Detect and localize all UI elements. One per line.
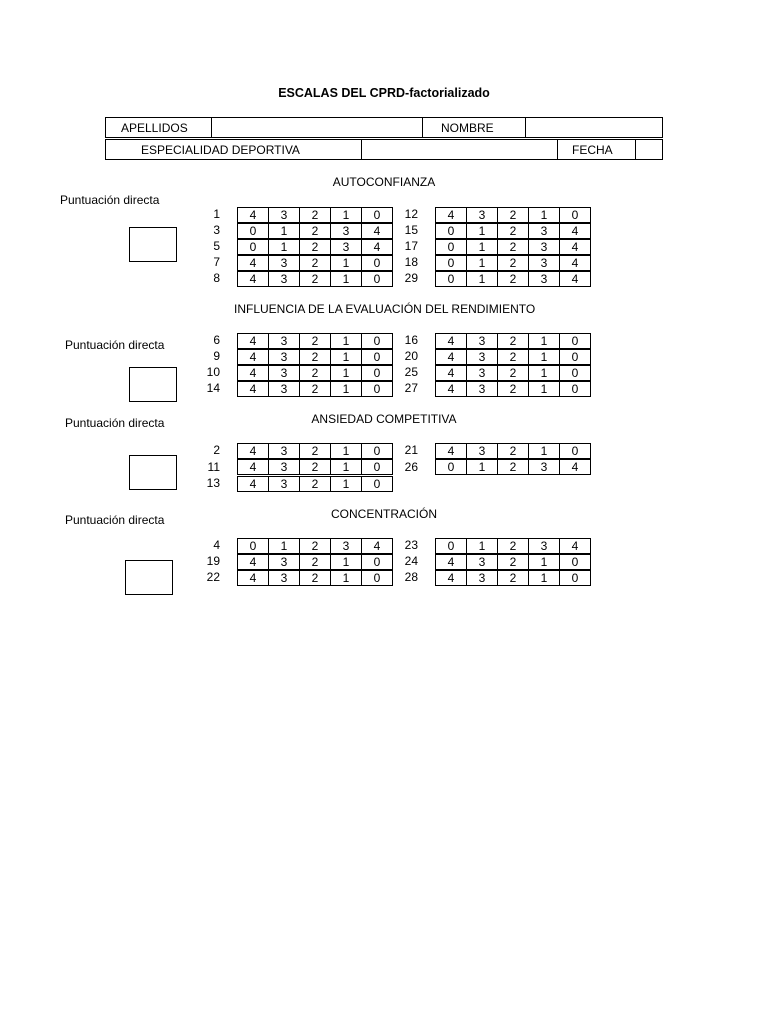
score-option[interactable]: 3 [467, 554, 498, 569]
especialidad-field[interactable] [362, 140, 558, 160]
score-option[interactable]: 2 [498, 365, 529, 380]
score-option[interactable]: 4 [238, 476, 269, 491]
score-option[interactable]: 2 [498, 223, 529, 238]
item-number: 22 [206, 570, 220, 584]
score-option[interactable]: 3 [269, 554, 300, 569]
score-option[interactable]: 2 [498, 443, 529, 458]
score-option[interactable]: 2 [498, 381, 529, 396]
score-option[interactable]: 4 [560, 538, 591, 553]
score-option[interactable]: 1 [529, 381, 560, 396]
score-option[interactable]: 1 [467, 239, 498, 254]
score-option[interactable]: 1 [529, 365, 560, 380]
score-row [435, 365, 591, 381]
score-option[interactable]: 0 [560, 333, 591, 348]
score-row [237, 365, 393, 381]
score-row [435, 207, 591, 223]
score-option[interactable]: 3 [529, 460, 560, 475]
score-option[interactable]: 4 [238, 381, 269, 396]
score-option[interactable]: 3 [529, 239, 560, 254]
score-option[interactable]: 1 [529, 554, 560, 569]
score-option[interactable]: 4 [238, 255, 269, 270]
score-row [435, 255, 591, 271]
score-option[interactable]: 3 [529, 271, 560, 286]
score-option[interactable]: 0 [238, 239, 269, 254]
header-row-2 [105, 139, 663, 160]
score-option[interactable]: 0 [362, 333, 393, 348]
score-option[interactable]: 1 [467, 255, 498, 270]
section-title-autoconfianza: AUTOCONFIANZA [332, 175, 436, 189]
fecha-field[interactable] [636, 140, 663, 160]
nombre-field[interactable] [526, 118, 663, 138]
header-row-1 [105, 117, 663, 138]
score-option[interactable]: 1 [467, 460, 498, 475]
score-option[interactable]: 2 [300, 381, 331, 396]
score-option[interactable]: 0 [362, 443, 393, 458]
score-option[interactable]: 0 [436, 271, 467, 286]
item-number: 9 [213, 349, 220, 363]
score-row [435, 349, 591, 365]
section-title-concentracion: CONCENTRACIÓN [330, 507, 437, 521]
score-option[interactable]: 1 [467, 271, 498, 286]
score-option[interactable]: 3 [269, 570, 300, 585]
score-row [237, 333, 393, 349]
pd-box-concentracion[interactable] [125, 560, 173, 595]
score-option[interactable]: 2 [498, 239, 529, 254]
score-row [237, 349, 393, 365]
nombre-label: NOMBRE [423, 118, 526, 138]
score-option[interactable]: 0 [436, 239, 467, 254]
item-number: 28 [404, 570, 418, 584]
score-option[interactable]: 1 [331, 349, 362, 364]
item-number: 14 [206, 381, 220, 395]
apellidos-label: APELLIDOS [106, 118, 212, 138]
item-number: 4 [213, 538, 220, 552]
score-option[interactable]: 0 [362, 207, 393, 222]
score-option[interactable]: 0 [238, 223, 269, 238]
score-option[interactable]: 0 [362, 460, 393, 475]
score-option[interactable]: 1 [529, 333, 560, 348]
score-row [435, 554, 591, 570]
score-option[interactable]: 0 [560, 207, 591, 222]
score-option[interactable]: 1 [269, 239, 300, 254]
score-option[interactable]: 4 [436, 365, 467, 380]
score-option[interactable]: 4 [436, 443, 467, 458]
score-option[interactable]: 3 [467, 349, 498, 364]
score-option[interactable]: 2 [300, 443, 331, 458]
score-option[interactable]: 4 [238, 349, 269, 364]
score-option[interactable]: 1 [529, 570, 560, 585]
item-number: 17 [404, 239, 418, 253]
item-number: 8 [213, 271, 220, 285]
score-row [237, 570, 393, 586]
score-option[interactable]: 1 [331, 381, 362, 396]
score-option[interactable]: 1 [529, 349, 560, 364]
score-option[interactable]: 1 [331, 460, 362, 475]
score-row [237, 443, 393, 459]
score-option[interactable]: 2 [498, 554, 529, 569]
score-row [435, 459, 591, 475]
score-row [435, 570, 591, 586]
pd-box-ansiedad[interactable] [129, 455, 177, 490]
score-option[interactable]: 2 [300, 271, 331, 286]
score-option[interactable]: 3 [269, 460, 300, 475]
score-option[interactable]: 4 [436, 381, 467, 396]
score-option[interactable]: 3 [331, 538, 362, 553]
score-option[interactable]: 4 [436, 570, 467, 585]
item-number: 18 [404, 255, 418, 269]
score-option[interactable]: 3 [467, 333, 498, 348]
score-option[interactable]: 3 [269, 349, 300, 364]
item-number: 20 [404, 349, 418, 363]
score-option[interactable]: 3 [269, 381, 300, 396]
score-option[interactable]: 0 [436, 255, 467, 270]
score-option[interactable]: 0 [362, 381, 393, 396]
score-option[interactable]: 1 [269, 223, 300, 238]
item-number: 7 [213, 255, 220, 269]
score-option[interactable]: 0 [560, 570, 591, 585]
score-option[interactable]: 3 [331, 239, 362, 254]
score-row [435, 443, 591, 459]
score-option[interactable]: 4 [436, 349, 467, 364]
score-row [435, 381, 591, 397]
score-option[interactable]: 1 [331, 255, 362, 270]
score-option[interactable]: 0 [436, 223, 467, 238]
score-option[interactable]: 3 [331, 223, 362, 238]
score-option[interactable]: 4 [238, 207, 269, 222]
score-option[interactable]: 0 [436, 538, 467, 553]
score-option[interactable]: 2 [498, 333, 529, 348]
score-option[interactable]: 2 [498, 255, 529, 270]
score-option[interactable]: 3 [529, 223, 560, 238]
score-option[interactable]: 4 [238, 570, 269, 585]
score-row [435, 223, 591, 239]
score-option[interactable]: 1 [331, 207, 362, 222]
score-option[interactable]: 0 [560, 365, 591, 380]
score-option[interactable]: 2 [300, 207, 331, 222]
score-option[interactable]: 2 [300, 538, 331, 553]
score-option[interactable]: 2 [300, 460, 331, 475]
score-option[interactable]: 2 [300, 333, 331, 348]
score-option[interactable]: 4 [436, 554, 467, 569]
score-option[interactable]: 3 [529, 255, 560, 270]
pd-label-concentracion: Puntuación directa [65, 513, 165, 527]
score-option[interactable]: 1 [331, 333, 362, 348]
score-option[interactable]: 2 [300, 476, 331, 491]
item-number: 16 [404, 333, 418, 347]
score-option[interactable]: 2 [498, 207, 529, 222]
score-option[interactable]: 4 [560, 239, 591, 254]
pd-label-ansiedad: Puntuación directa [65, 416, 165, 430]
score-option[interactable]: 0 [436, 460, 467, 475]
item-number: 10 [206, 365, 220, 379]
score-option[interactable]: 3 [467, 381, 498, 396]
score-option[interactable]: 4 [238, 365, 269, 380]
score-option[interactable]: 4 [238, 554, 269, 569]
score-row [435, 271, 591, 287]
score-option[interactable]: 3 [467, 365, 498, 380]
score-option[interactable]: 0 [362, 271, 393, 286]
score-option[interactable]: 0 [238, 538, 269, 553]
score-row [435, 538, 591, 554]
score-row [435, 333, 591, 349]
score-option[interactable]: 3 [269, 207, 300, 222]
item-number: 5 [213, 239, 220, 253]
item-number: 23 [404, 538, 418, 552]
score-option[interactable]: 4 [560, 255, 591, 270]
score-option[interactable]: 2 [300, 255, 331, 270]
score-option[interactable]: 4 [362, 239, 393, 254]
score-option[interactable]: 3 [269, 255, 300, 270]
score-option[interactable]: 4 [362, 538, 393, 553]
score-option[interactable]: 1 [331, 554, 362, 569]
score-option[interactable]: 2 [300, 570, 331, 585]
item-number: 25 [404, 365, 418, 379]
score-option[interactable]: 2 [300, 239, 331, 254]
score-option[interactable]: 3 [269, 443, 300, 458]
document-title: ESCALAS DEL CPRD-factorializado [278, 86, 490, 100]
score-option[interactable]: 4 [436, 333, 467, 348]
score-option[interactable]: 3 [269, 365, 300, 380]
pd-box-autoconfianza[interactable] [129, 227, 177, 262]
pd-label-autoconfianza: Puntuación directa [60, 193, 160, 207]
score-option[interactable]: 4 [362, 223, 393, 238]
score-option[interactable]: 1 [529, 443, 560, 458]
score-option[interactable]: 2 [300, 365, 331, 380]
score-option[interactable]: 0 [560, 443, 591, 458]
item-number: 15 [404, 223, 418, 237]
score-row [237, 239, 393, 255]
item-number: 19 [206, 554, 220, 568]
score-option[interactable]: 2 [300, 349, 331, 364]
pd-box-influencia[interactable] [129, 367, 177, 402]
score-row [237, 207, 393, 223]
score-option[interactable]: 1 [529, 207, 560, 222]
score-option[interactable]: 1 [331, 570, 362, 585]
pd-label-influencia: Puntuación directa [65, 338, 165, 352]
item-number: 27 [404, 381, 418, 395]
score-option[interactable]: 3 [269, 271, 300, 286]
item-number: 11 [207, 459, 220, 474]
especialidad-label: ESPECIALIDAD DEPORTIVA [106, 140, 362, 160]
score-option[interactable]: 4 [560, 271, 591, 286]
score-option[interactable]: 4 [560, 460, 591, 475]
score-option[interactable]: 3 [269, 476, 300, 491]
item-number: 12 [404, 207, 418, 221]
score-option[interactable]: 0 [560, 554, 591, 569]
score-option[interactable]: 2 [300, 554, 331, 569]
score-option[interactable]: 1 [331, 365, 362, 380]
score-option[interactable]: 3 [269, 333, 300, 348]
score-option[interactable]: 4 [560, 223, 591, 238]
item-number: 2 [213, 443, 220, 457]
apellidos-field[interactable] [212, 118, 423, 138]
score-option[interactable]: 4 [238, 460, 269, 475]
score-row [237, 255, 393, 271]
score-option[interactable]: 2 [498, 460, 529, 475]
score-option[interactable]: 1 [467, 223, 498, 238]
item-number: 29 [404, 271, 418, 285]
item-number: 3 [213, 223, 220, 237]
score-option[interactable]: 1 [331, 476, 362, 491]
score-row [237, 459, 393, 475]
score-option[interactable]: 2 [300, 223, 331, 238]
score-option[interactable]: 0 [362, 255, 393, 270]
score-option[interactable]: 0 [362, 365, 393, 380]
score-option[interactable]: 2 [498, 349, 529, 364]
score-option[interactable]: 1 [269, 538, 300, 553]
score-option[interactable]: 3 [467, 207, 498, 222]
score-option[interactable]: 0 [362, 349, 393, 364]
item-number: 6 [213, 333, 220, 347]
score-option[interactable]: 4 [238, 271, 269, 286]
score-option[interactable]: 2 [498, 570, 529, 585]
score-row [237, 223, 393, 239]
score-option[interactable]: 2 [498, 538, 529, 553]
score-row [237, 476, 393, 492]
score-row [237, 538, 393, 554]
item-number: 26 [404, 459, 418, 474]
score-option[interactable]: 0 [362, 476, 393, 491]
item-number: 21 [404, 443, 418, 457]
item-number: 1 [213, 207, 220, 221]
score-option[interactable]: 4 [436, 207, 467, 222]
score-option[interactable]: 0 [362, 554, 393, 569]
score-option[interactable]: 0 [560, 349, 591, 364]
score-option[interactable]: 2 [498, 271, 529, 286]
item-number: 24 [404, 554, 418, 568]
item-number: 13 [206, 476, 220, 490]
score-option[interactable]: 3 [529, 538, 560, 553]
score-row [237, 381, 393, 397]
score-option[interactable]: 3 [467, 443, 498, 458]
score-option[interactable]: 3 [467, 570, 498, 585]
score-row [237, 271, 393, 287]
score-option[interactable]: 4 [238, 443, 269, 458]
score-option[interactable]: 0 [362, 570, 393, 585]
score-option[interactable]: 0 [560, 381, 591, 396]
section-title-ansiedad: ANSIEDAD COMPETITIVA [311, 412, 457, 426]
score-option[interactable]: 1 [467, 538, 498, 553]
score-row [435, 239, 591, 255]
score-row [237, 554, 393, 570]
section-title-influencia: INFLUENCIA DE LA EVALUACIÓN DEL RENDIMIENTO [234, 302, 536, 316]
score-option[interactable]: 1 [331, 443, 362, 458]
score-option[interactable]: 1 [331, 271, 362, 286]
fecha-label: FECHA [558, 140, 636, 160]
score-option[interactable]: 4 [238, 333, 269, 348]
